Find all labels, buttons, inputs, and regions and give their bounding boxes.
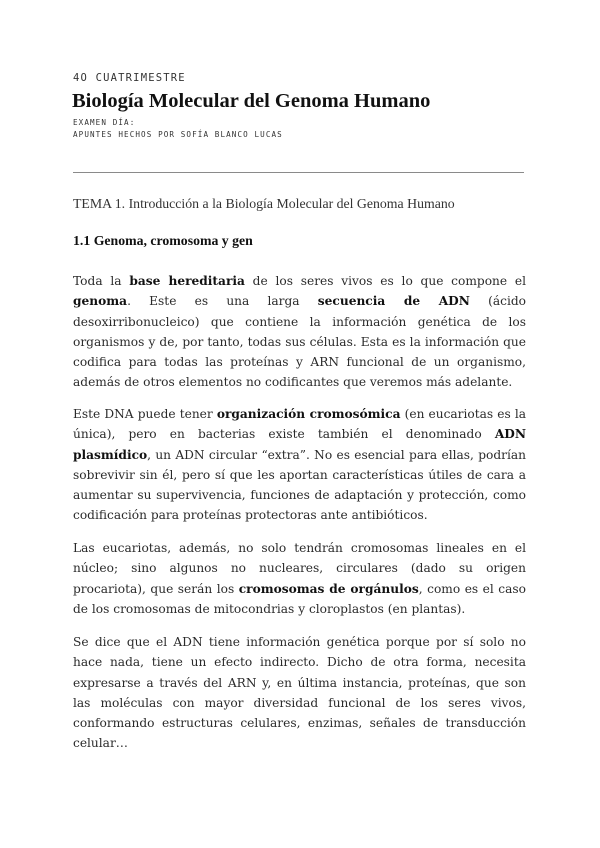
bold-term: cromosomas de orgánulos (238, 581, 419, 596)
exam-date-label: EXAMEN DÍA: (73, 118, 136, 127)
paragraph-4 (73, 632, 526, 754)
header-divider (73, 172, 524, 173)
semester-label: 4O CUATRIMESTRE (73, 72, 186, 84)
paragraph-2 (73, 404, 526, 526)
paragraph-text: (ácido desoxirribonucleico) que contiene la información genética de los organismos y de, por tanto, todas sus células. Esta es la información que codifica para todas las proteínas y ARN funcional de un organismo, además de otros elementos no codificantes que veremos más adelante. (73, 294, 526, 390)
paragraph-3 (73, 538, 526, 619)
paragraph-text: Toda la (73, 274, 130, 288)
topic-heading: TEMA 1. Introducción a la Biología Molecular del Genoma Humano (73, 196, 455, 211)
paragraph-text: Se dice que el ADN tiene información genética porque por sí solo no hace nada, tiene un efecto indirecto. Dicho de otra forma, necesita expresarse a través del ARN y, en última instancia, proteínas, que son las moléculas con mayor diversidad funcional de los seres vivos, conformando estructuras celulares, enzimas, señales de transducción celular… (73, 635, 526, 751)
paragraph-1 (73, 271, 526, 393)
bold-term: base hereditaria (129, 274, 245, 288)
bold-term: genoma (73, 294, 128, 309)
paragraph-text: Las eucariotas, además, no solo tendrán cromosomas lineales en el núcleo; sino algunos no nucleares, circulares (dado su origen procariota), que serán los (73, 541, 526, 596)
bold-term: organización cromosómica (216, 407, 401, 421)
paragraph-text: (en eucariotas es la única), pero en bacterias existe también el denominado (73, 407, 527, 442)
bold-term: secuencia de ADN (317, 294, 470, 309)
section-heading: 1.1 Genoma, cromosoma y gen (73, 233, 253, 248)
paragraph-text: Este DNA puede tener (73, 407, 217, 421)
paragraph-text: , un ADN circular “extra”. No es esencial para ellas, podrían sobrevivir sin él, pero sí que les aportan características útiles de cara a aumentar su supervivencia, funciones de adaptación y protección, como codificación para proteínas protectoras ante antibióticos. (73, 447, 526, 523)
author-line: APUNTES HECHOS POR SOFÍA BLANCO LUCAS (73, 130, 283, 139)
paragraph-text: , como es el caso de los cromosomas de mitocondrias y cloroplastos (en plantas). (73, 581, 526, 616)
paragraph-text: de los seres vivos es lo que compone el (244, 274, 526, 288)
bold-term: ADN plasmídico (73, 427, 526, 462)
paragraph-text: . Este es una larga (127, 294, 318, 309)
document-title: Biología Molecular del Genoma Humano (72, 90, 431, 112)
